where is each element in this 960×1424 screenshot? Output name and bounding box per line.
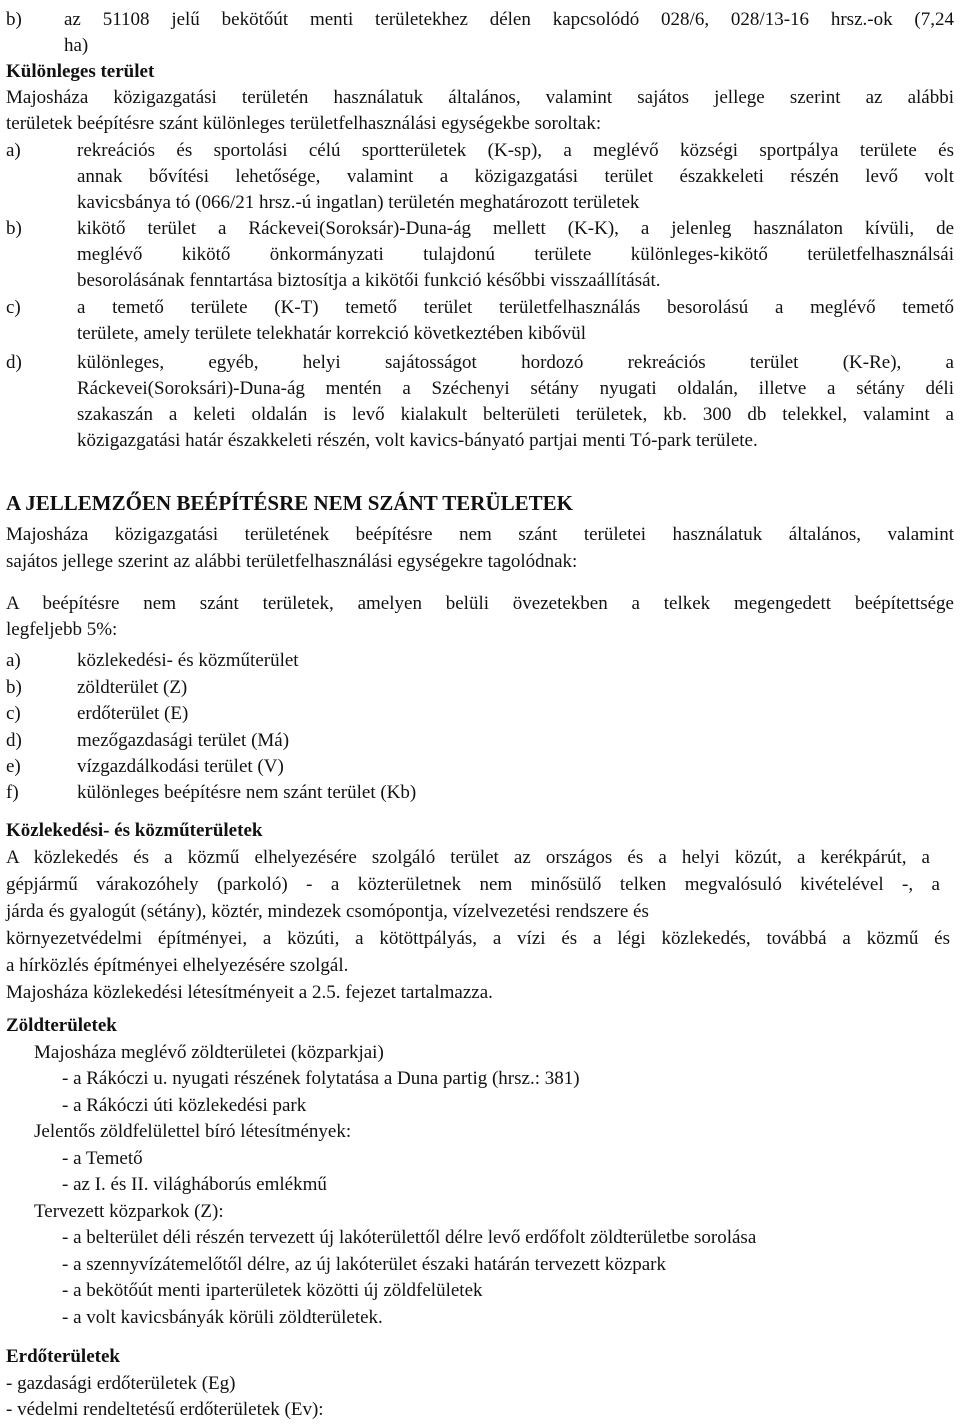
list-heading: Tervezett közparkok (Z): xyxy=(34,1201,224,1222)
section-heading: A JELLEMZŐEN BEÉPÍTÉSRE NEM SZÁNT TERÜLETEK xyxy=(6,491,573,515)
paragraph-line: járda és gyalogút (sétány), köztér, mindezek csomópontja, vízelvezetési rendszere és xyxy=(6,901,649,922)
list-item: - az I. és II. világháborús emlékmű xyxy=(62,1174,327,1195)
list-heading: Majosháza meglévő zöldterületei (közparkjai) xyxy=(34,1042,384,1063)
section-heading: Közlekedési- és közműterületek xyxy=(6,820,263,841)
paragraph-line: Majosháza közlekedési létesítményeit a 2.5. fejezet tartalmazza. xyxy=(6,982,493,1003)
paragraph-line: környezetvédelmi építményei, a közúti, a kötöttpályás, a vízi és a légi közlekedés, továbbá a közmű és xyxy=(6,928,950,949)
list-marker: d) xyxy=(6,730,22,751)
list-item-line: meglévő kikötő önkormányzati tulajdonú területe különleges-kikötő területfelhasználsái xyxy=(77,244,954,265)
paragraph-line: Majosháza közigazgatási területének beépítésre nem szánt területei használatuk általános, valamint xyxy=(6,524,954,545)
section-heading: Zöldterületek xyxy=(6,1015,117,1036)
list-marker: d) xyxy=(6,352,22,373)
list-marker: e) xyxy=(6,756,21,777)
paragraph-line: Majosháza közigazgatási területén használatuk általános, valamint sajátos jellege szerint az alábbi xyxy=(6,87,954,108)
list-item-line: területe, amely területe telekhatár korrekció következtében kibővül xyxy=(77,323,587,344)
list-item: - védelmi rendeltetésű erdőterületek (Ev): xyxy=(6,1399,324,1420)
list-heading: Jelentős zöldfelülettel bíró létesítmények: xyxy=(34,1121,352,1142)
list-item-line: rekreációs és sportolási célú sportterületek (K-sp), a meglévő községi sportpálya területe és xyxy=(77,140,954,161)
section-heading: Különleges terület xyxy=(6,61,155,82)
list-marker: b) xyxy=(6,9,22,30)
list-item-line: annak bővítési lehetősége, valamint a közigazgatási terület északkeleti részén levő volt xyxy=(77,166,954,187)
list-marker: b) xyxy=(6,677,22,698)
list-item-line: különleges, egyéb, helyi sajátosságot hordozó rekreációs terület (K-Re), a xyxy=(77,352,954,373)
list-item-line: kavicsbánya tó (066/21 hrsz.-ú ingatlan) területén meghatározott területek xyxy=(77,192,640,213)
list-item: - a volt kavicsbányák körüli zöldterületek. xyxy=(62,1307,383,1328)
paragraph-line: gépjármű várakozóhely (parkoló) - a közterületnek nem minősülő telken megvalósuló kivételével -, a xyxy=(6,874,940,895)
list-item: - a belterület déli részén tervezett új lakóterülettől délre levő erdőfolt zöldterületbe sorolása xyxy=(62,1227,757,1248)
list-marker: c) xyxy=(6,297,21,318)
list-item: - a Rákóczi úti közlekedési park xyxy=(62,1095,307,1116)
paragraph-line: A közlekedés és a közmű elhelyezésére szolgáló terület az országos és a helyi közút, a kerékpárút, a xyxy=(6,847,930,868)
paragraph-line: ha) xyxy=(64,35,89,56)
list-item: vízgazdálkodási terület (V) xyxy=(77,756,284,777)
list-marker: f) xyxy=(6,782,19,803)
list-item-line: szakaszán a keleti oldalán is levő kialakult belterületi területek, kb. 300 db telekkel, valamint a xyxy=(77,404,954,425)
list-item: különleges beépítésre nem szánt terület (Kb) xyxy=(77,782,417,803)
list-item: - a Rákóczi u. nyugati részének folytatása a Duna partig (hrsz.: 381) xyxy=(62,1068,580,1089)
section-heading: Erdőterületek xyxy=(6,1346,120,1367)
list-marker: a) xyxy=(6,650,21,671)
list-marker: c) xyxy=(6,703,21,724)
paragraph-line: legfeljebb 5%: xyxy=(6,619,118,640)
list-item-line: közigazgatási határ északkeleti részén, volt kavics-bányató partjai menti Tó-park területe. xyxy=(77,430,758,451)
list-item: - a Temető xyxy=(62,1148,143,1169)
list-item: - gazdasági erdőterületek (Eg) xyxy=(6,1373,236,1394)
paragraph-line: területek beépítésre szánt különleges területfelhasználási egységekbe soroltak: xyxy=(6,113,602,134)
list-marker: b) xyxy=(6,218,22,239)
list-marker: a) xyxy=(6,140,21,161)
list-item: közlekedési- és közműterület xyxy=(77,650,299,671)
list-item: zöldterület (Z) xyxy=(77,677,188,698)
paragraph-line: a hírközlés építményei elhelyezésére szolgál. xyxy=(6,955,349,976)
list-item: mezőgazdasági terület (Má) xyxy=(77,730,290,751)
list-item-line: besorolásának fenntartása biztosítja a kikötői funkció későbbi visszaállítását. xyxy=(77,270,661,291)
list-item-line: Ráckevei(Soroksári)-Duna-ág mentén a Széchenyi sétány nyugati oldalán, illetve a sétány déli xyxy=(77,378,954,399)
list-item: - a szennyvízátemelőtől délre, az új lakóterület északi határán tervezett közpark xyxy=(62,1254,667,1275)
list-item: erdőterület (E) xyxy=(77,703,189,724)
list-item-line: a temető területe (K-T) temető terület területfelhasználás besorolású a meglévő temető xyxy=(77,297,954,318)
paragraph-line: A beépítésre nem szánt területek, amelyen belüli övezetekben a telkek megengedett beépítettsége xyxy=(6,593,954,614)
list-item: - a bekötőút menti iparterületek közötti új zöldfelületek xyxy=(62,1280,483,1301)
paragraph-line: az 51108 jelű bekötőút menti területekhez délen kapcsolódó 028/6, 028/13-16 hrsz.-ok (7,24 xyxy=(64,9,954,30)
list-item-line: kikötő terület a Ráckevei(Soroksár)-Duna-ág mellett (K-K), a jelenleg használaton kívüli, de xyxy=(77,218,954,239)
paragraph-line: sajátos jellege szerint az alábbi területfelhasználási egységekre tagolódnak: xyxy=(6,551,578,572)
